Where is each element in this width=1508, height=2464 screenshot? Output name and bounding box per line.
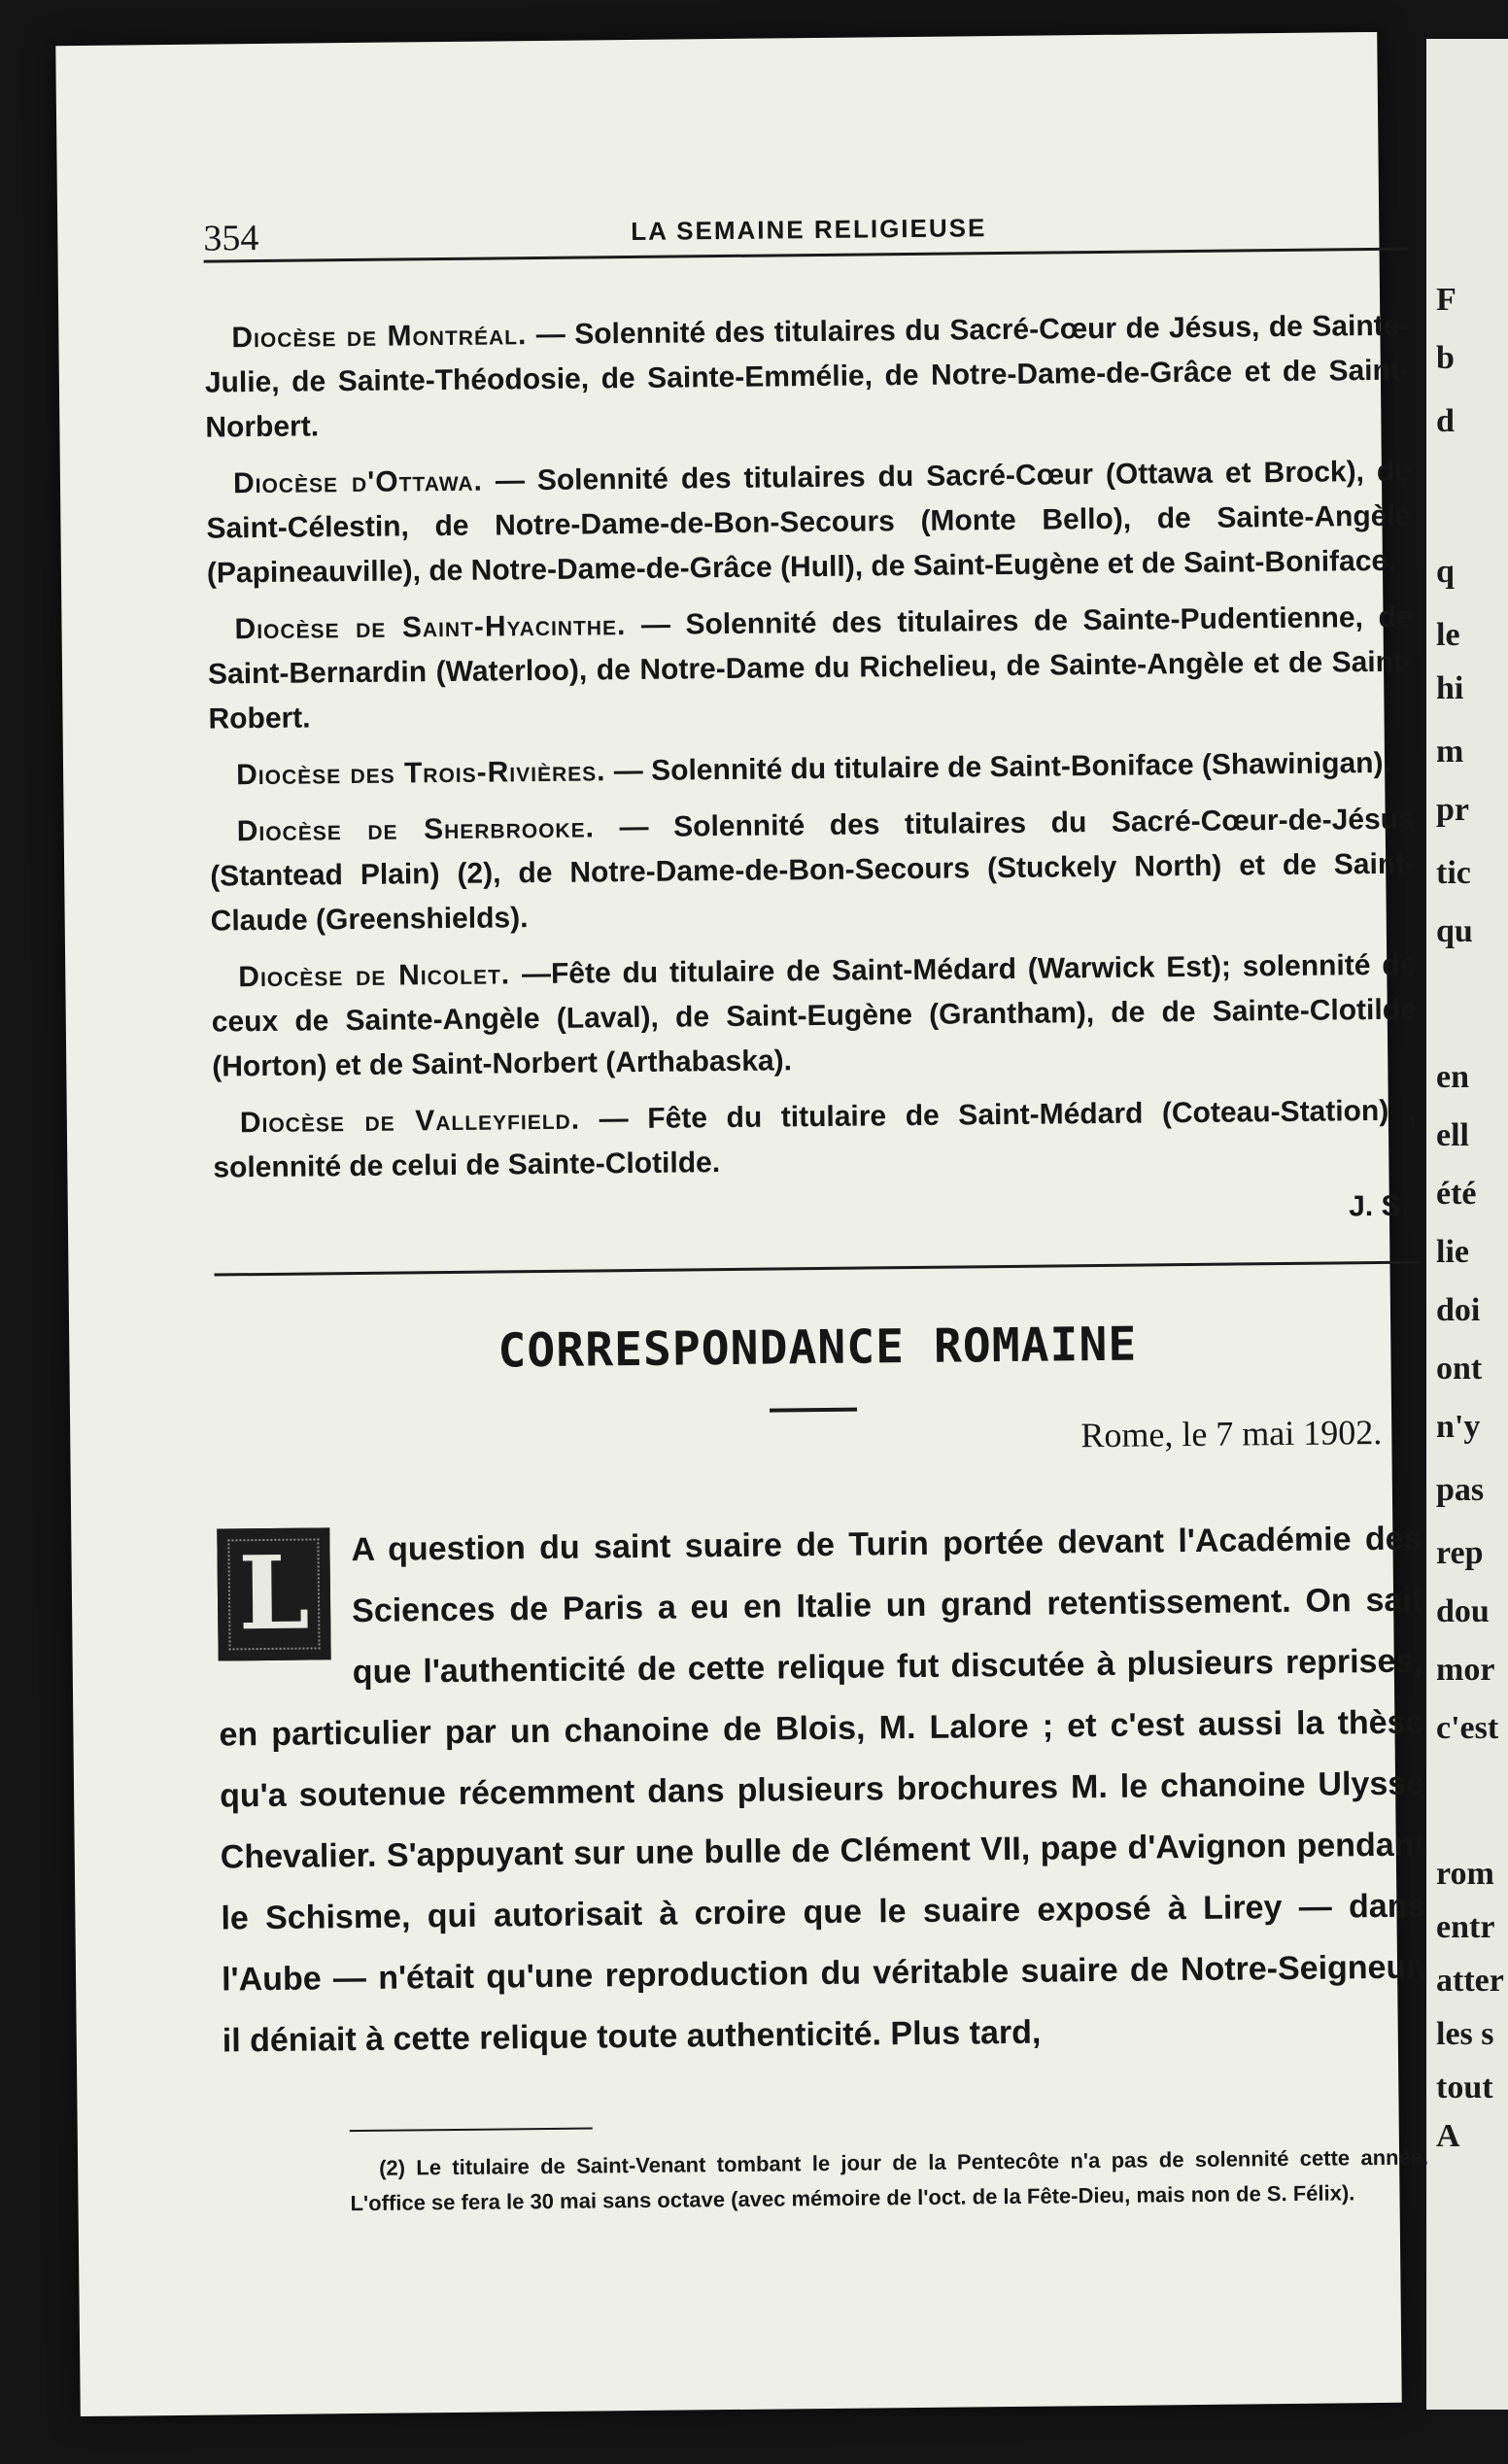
adjacent-page-fragment: d xyxy=(1436,403,1455,439)
diocese-text: — Solennité des titulaires de Sainte-Pudentienne, de Saint-Bernardin (Waterloo), de Notre-Dame du Richelieu, de Sainte-Angèle et de Saint-Robert. xyxy=(207,600,1414,736)
diocese-entry xyxy=(210,798,1416,944)
drop-cap-letter: L xyxy=(237,1532,311,1654)
adjacent-page-fragment: b xyxy=(1436,340,1455,376)
diocese-text: — Solennité des titulaires du Sacré-Cœur-de-Jésus (Stantead Plain) (2), de Notre-Dame-de-Bon-Secours (Stuckely North) et de Saint-Claude (Greenshields). xyxy=(210,803,1416,938)
diocese-text: — Solennité des titulaires du Sacré-Cœur (Ottawa et Brock), de Saint-Célestin, de Notre-Dame-de-Bon-Secours (Monte Bello), de Sainte-Angèle (Papineauville), de Notre-Dame-de-Grâce (Hull), de Saint-Eugène et de Saint-Boniface. xyxy=(206,455,1412,590)
adjacent-page-fragment: ell xyxy=(1436,1117,1469,1153)
diocese-list xyxy=(204,304,1419,1242)
diocese-entry xyxy=(213,1089,1419,1191)
diocese-name: Diocèse de Nicolet. xyxy=(238,958,511,994)
adjacent-page-fragment: mor xyxy=(1436,1652,1495,1688)
article-body xyxy=(217,1509,1427,2072)
adjacent-page-fragment: entr xyxy=(1436,1909,1495,1945)
page-header xyxy=(203,176,1389,259)
adjacent-page-fragment: ont xyxy=(1436,1351,1483,1386)
document-page xyxy=(55,32,1429,2416)
drop-cap-ornament xyxy=(217,1527,330,1660)
article-text: A question du saint suaire de Turin portée devant l'Académie des Sciences de Paris a eu en Italie un grand retentissement. On sait que l'authenticité de cette relique fut discutée à plusieurs reprises, en particulier par un chanoine de Blois, M. Lalore ; et c'est aussi la thèse qu'a soutenue récemment dans plusieurs brochures M. le chanoine Ulysse Chevalier. S'appuyant sur une bulle de Clément VII, pape d'Avignon pendant le Schisme, qui autorisait à croire que le suaire exposé à Lirey — dans l'Aube — n'était qu'une reproduction du véritable suaire de Notre-Seigneur, il déniait à cette relique toute authenticité. Plus tard, xyxy=(219,1520,1427,2060)
adjacent-page-fragment: tic xyxy=(1436,855,1471,891)
title-rule xyxy=(770,1408,857,1413)
section-title: CORRESPONDANCE ROMAINE xyxy=(497,1317,1138,1379)
diocese-text: — Fête du titulaire de Saint-Médard (Coteau-Station) ; solennité de celui de Sainte-Clotilde. xyxy=(213,1094,1418,1184)
running-title: LA SEMAINE RELIGIEUSE xyxy=(631,213,987,246)
signature: J. S. xyxy=(1348,1189,1410,1223)
adjacent-page-fragment: le xyxy=(1436,617,1460,653)
adjacent-page-fragment: A xyxy=(1436,2118,1460,2154)
adjacent-page-fragment: m xyxy=(1436,734,1464,770)
diocese-entry xyxy=(207,596,1413,742)
diocese-text: — Solennité du titulaire de Saint-Boniface (Shawinigan). xyxy=(605,746,1392,788)
adjacent-page-fragment: lie xyxy=(1436,1234,1469,1270)
section-rule xyxy=(215,1261,1420,1277)
diocese-name: Diocèse des Trois-Rivières. xyxy=(235,755,606,792)
adjacent-page-fragment: q xyxy=(1436,554,1455,590)
adjacent-page-fragment: en xyxy=(1436,1059,1469,1095)
diocese-entry xyxy=(209,741,1414,799)
adjacent-page-fragment: pr xyxy=(1436,792,1469,828)
adjacent-page-fragment: pas xyxy=(1436,1472,1485,1508)
diocese-entry xyxy=(204,304,1410,451)
diocese-name: Diocèse de Valleyfield. xyxy=(239,1103,581,1140)
adjacent-page-fragment: c'est xyxy=(1436,1710,1499,1746)
diocese-name: Diocèse de Montréal. xyxy=(231,319,528,355)
diocese-entry xyxy=(211,943,1417,1090)
adjacent-page-fragment: rom xyxy=(1436,1856,1494,1892)
adjacent-page-fragment: tout xyxy=(1436,2070,1493,2105)
adjacent-page-fragment: les s xyxy=(1436,2016,1494,2052)
adjacent-page-fragment: doi xyxy=(1436,1292,1481,1328)
page-number: 354 xyxy=(203,218,259,259)
adjacent-page-fragment: atter xyxy=(1436,1963,1504,1999)
diocese-name: Diocèse de Saint-Hyacinthe. xyxy=(234,609,627,646)
adjacent-page-fragment: F xyxy=(1436,282,1457,318)
diocese-text: — Solennité des titulaires du Sacré-Cœur de Jésus, de Sainte-Julie, de Sainte-Théodosie, de Sainte-Emmélie, de Notre-Dame-de-Grâce et de Saint-Norbert. xyxy=(204,309,1411,444)
diocese-name: Diocèse de Sherbrooke. xyxy=(236,811,596,848)
adjacent-page-fragment: rep xyxy=(1436,1535,1484,1571)
adjacent-page-fragment: qu xyxy=(1436,913,1473,949)
diocese-name: Diocèse d'Ottawa. xyxy=(232,464,484,500)
adjacent-page-fragment: n'y xyxy=(1436,1409,1481,1445)
dateline: Rome, le 7 mai 1902. xyxy=(1080,1412,1383,1455)
diocese-entry xyxy=(206,450,1412,597)
header-rule xyxy=(204,248,1409,263)
adjacent-page-fragment: dou xyxy=(1436,1593,1490,1629)
diocese-text: —Fête du titulaire de Saint-Médard (Warwick Est); solennité de ceux de Sainte-Angèle (Laval), de Saint-Eugène (Grantham), de de Sainte-Clotilde (Horton) et de Saint-Norbert (Arthabaska). xyxy=(211,948,1417,1083)
footnote-rule xyxy=(350,2128,593,2133)
adjacent-page-fragment: été xyxy=(1436,1176,1477,1212)
adjacent-page-fragment: hi xyxy=(1436,670,1464,706)
footnote: (2) Le titulaire de Saint-Venant tombant le jour de la Pentecôte n'a pas de solennité cette année. L'office se fera le 30 mai sans octave (avec mémoire de l'oct. de la Fête-Dieu, mais non de S. Félix). xyxy=(350,2144,1429,2216)
adjacent-page-edge xyxy=(1426,39,1508,2410)
